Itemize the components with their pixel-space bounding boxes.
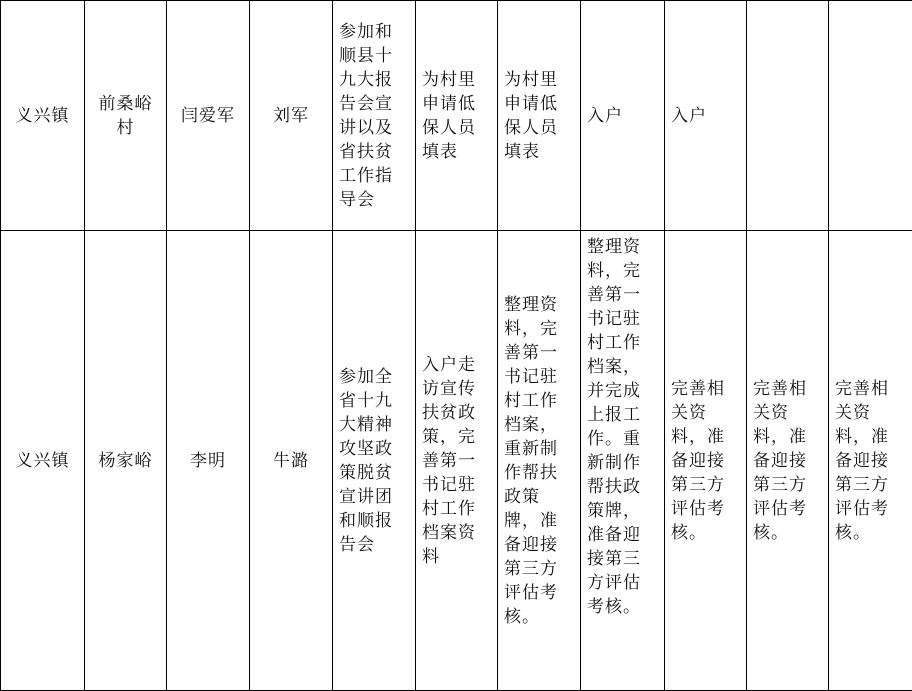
work-cell-col8: 整理资料，完善第一书记驻村工作档案，并完成上报工作。重新制作帮扶政策牌，准备迎接第三方评估考核。 (581, 231, 665, 691)
work-cell-col10 (747, 1, 829, 231)
work-cell-col10: 完善相关资料，准备迎接第三方评估考核。 (747, 231, 829, 691)
work-cell-col8: 入户 (581, 1, 665, 231)
work-cell-col6: 为村里申请低保人员填表 (416, 1, 498, 231)
table-row (1, 231, 912, 691)
village-cell: 杨家峪 (85, 231, 167, 691)
village-cell: 前桑峪村 (85, 1, 167, 231)
work-cell-col5: 参加和顺县十九大报告会宣讲以及省扶贫工作指导会 (333, 1, 416, 231)
person-a-cell: 闫爱军 (167, 1, 250, 231)
town-cell: 义兴镇 (1, 1, 85, 231)
work-cell-col9: 完善相关资料，准备迎接第三方评估考核。 (665, 231, 747, 691)
work-cell-col5: 参加全省十九大精神攻坚政策脱贫宣讲团和顺报告会 (333, 231, 416, 691)
person-b-cell: 牛潞 (250, 231, 333, 691)
person-b-cell: 刘军 (250, 1, 333, 231)
work-cell-col7: 整理资料，完善第一书记驻村工作档案，重新制作帮扶政策牌，准备迎接第三方评估考核。 (498, 231, 581, 691)
work-cell-col6: 入户走访宣传扶贫政策，完善第一书记驻村工作档案资料 (416, 231, 498, 691)
work-cell-col11 (829, 1, 912, 231)
table-row (1, 1, 912, 231)
work-cell-col7: 为村里申请低保人员填表 (498, 1, 581, 231)
person-a-cell: 李明 (167, 231, 250, 691)
work-cell-col11: 完善相关资料，准备迎接第三方评估考核。 (829, 231, 912, 691)
town-cell: 义兴镇 (1, 231, 85, 691)
work-cell-col9: 入户 (665, 1, 747, 231)
